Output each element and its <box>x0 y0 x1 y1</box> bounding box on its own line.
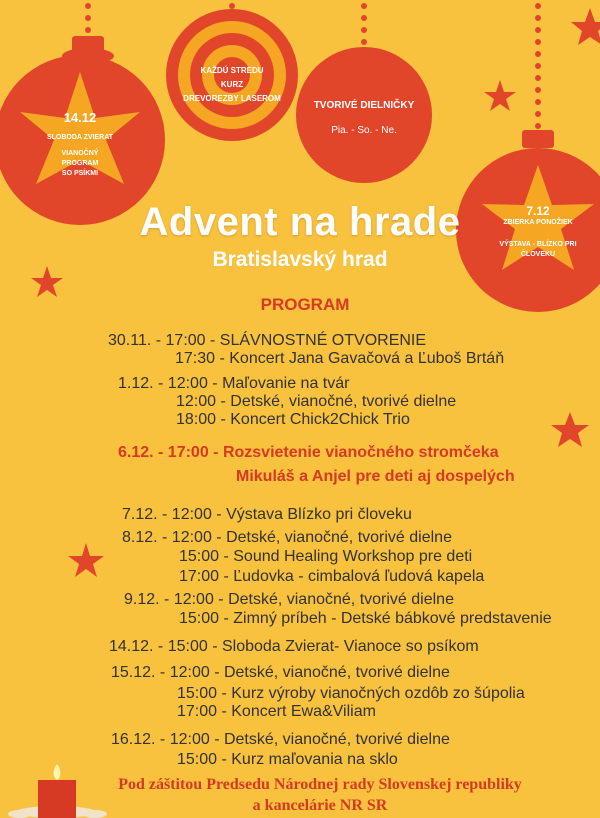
program-line-highlight: 6.12. - 17:00 - Rozsvietenie vianočného stromčeka <box>118 444 499 461</box>
page-title: Advent na hrade <box>139 200 461 244</box>
ornament-left-line: PROGRAM <box>61 160 99 167</box>
program-line: 15:00 - Kurz výroby vianočných ozdôb zo šúpolia <box>177 685 525 702</box>
ornament-right-text <box>298 100 430 136</box>
program-line: 17:00 - Koncert Ewa&Viliam <box>177 703 376 720</box>
star-icon <box>484 80 516 111</box>
ornament-far-right-line: ČLOVEKU <box>520 251 556 258</box>
ornament-center-line: DREVOREZBY LASEROM <box>183 94 281 103</box>
footer-line: a kancelárie NR SR <box>252 797 388 814</box>
star-icon <box>571 8 600 45</box>
program-line: 15:00 - Kurz maľovania na sklo <box>177 751 398 768</box>
ornament-center-line: KAŽDÚ STREDU <box>200 66 264 75</box>
ornament-left-line: SO PSÍKMI <box>61 170 99 177</box>
page-subtitle: Bratislavský hrad <box>212 248 388 271</box>
program-line: 16.12. - 12:00 - Detské, vianočné, tvorivé dielne <box>111 731 450 748</box>
ornament-left-line: VIANOČNÝ <box>61 150 99 157</box>
program-line: 30.11. - 17:00 - SLÁVNOSTNÉ OTVORENIE <box>108 332 427 349</box>
program-line: 15:00 - Sound Healing Workshop pre deti <box>179 548 473 565</box>
ornament-center-line: KURZ <box>220 80 244 89</box>
program-line: 12:00 - Detské, vianočné, tvorivé dielne <box>176 393 457 410</box>
program-line: 17:00 - Ľudovka - cimbalová ľudová kapela <box>179 568 485 585</box>
ornament-far-right-line: ZBIERKA PONOŽIEK <box>503 219 573 226</box>
program-line: 15.12. - 12:00 - Detské, vianočné, tvorivé dielne <box>111 664 450 681</box>
program-line: 17:30 - Koncert Jana Gavačová a Ľuboš Brtáň <box>175 350 505 367</box>
program-heading: PROGRAM <box>260 295 350 314</box>
footer-line: Pod záštitou Predsedu Národnej rady Slovenskej republiky <box>118 776 522 793</box>
program-line: 7.12. - 12:00 - Výstava Blízko pri človeku <box>122 506 412 523</box>
program-line-highlight: Mikuláš a Anjel pre deti aj dospelých <box>236 468 515 485</box>
ornament-right-line: Pia. - So. - Ne. <box>331 125 397 136</box>
program-line: 14.12. - 15:00 - Sloboda Zvierat- Vianoce so psíkom <box>109 638 479 655</box>
star-icon <box>551 412 589 447</box>
program-line: 18:00 - Koncert Chick2Chick Trio <box>176 411 410 428</box>
program-line: 8.12. - 12:00 - Detské, vianočné, tvorivé dielne <box>122 529 452 546</box>
ornament-left-date: 14.12 <box>63 110 97 125</box>
program-line: 1.12. - 12:00 - Maľovanie na tvár <box>118 375 350 392</box>
ornament-far-right-line: VÝSTAVA - BLÍZKO PRI <box>499 241 577 248</box>
ornament-right-line: TVORIVÉ DIELNIČKY <box>313 100 415 111</box>
program-line: 15:00 - Zimný príbeh - Detské bábkové predstavenie <box>179 610 552 627</box>
ornament-left-text <box>30 110 130 179</box>
ornament-far-right-date: 7.12 <box>526 204 550 218</box>
program-line: 9.12. - 12:00 - Detské, vianočné, tvorivé dielne <box>124 591 454 608</box>
ornament-left-line: SLOBODA ZVIERAT <box>46 134 114 141</box>
ornament-center-text <box>170 64 294 106</box>
star-icon <box>68 543 104 577</box>
